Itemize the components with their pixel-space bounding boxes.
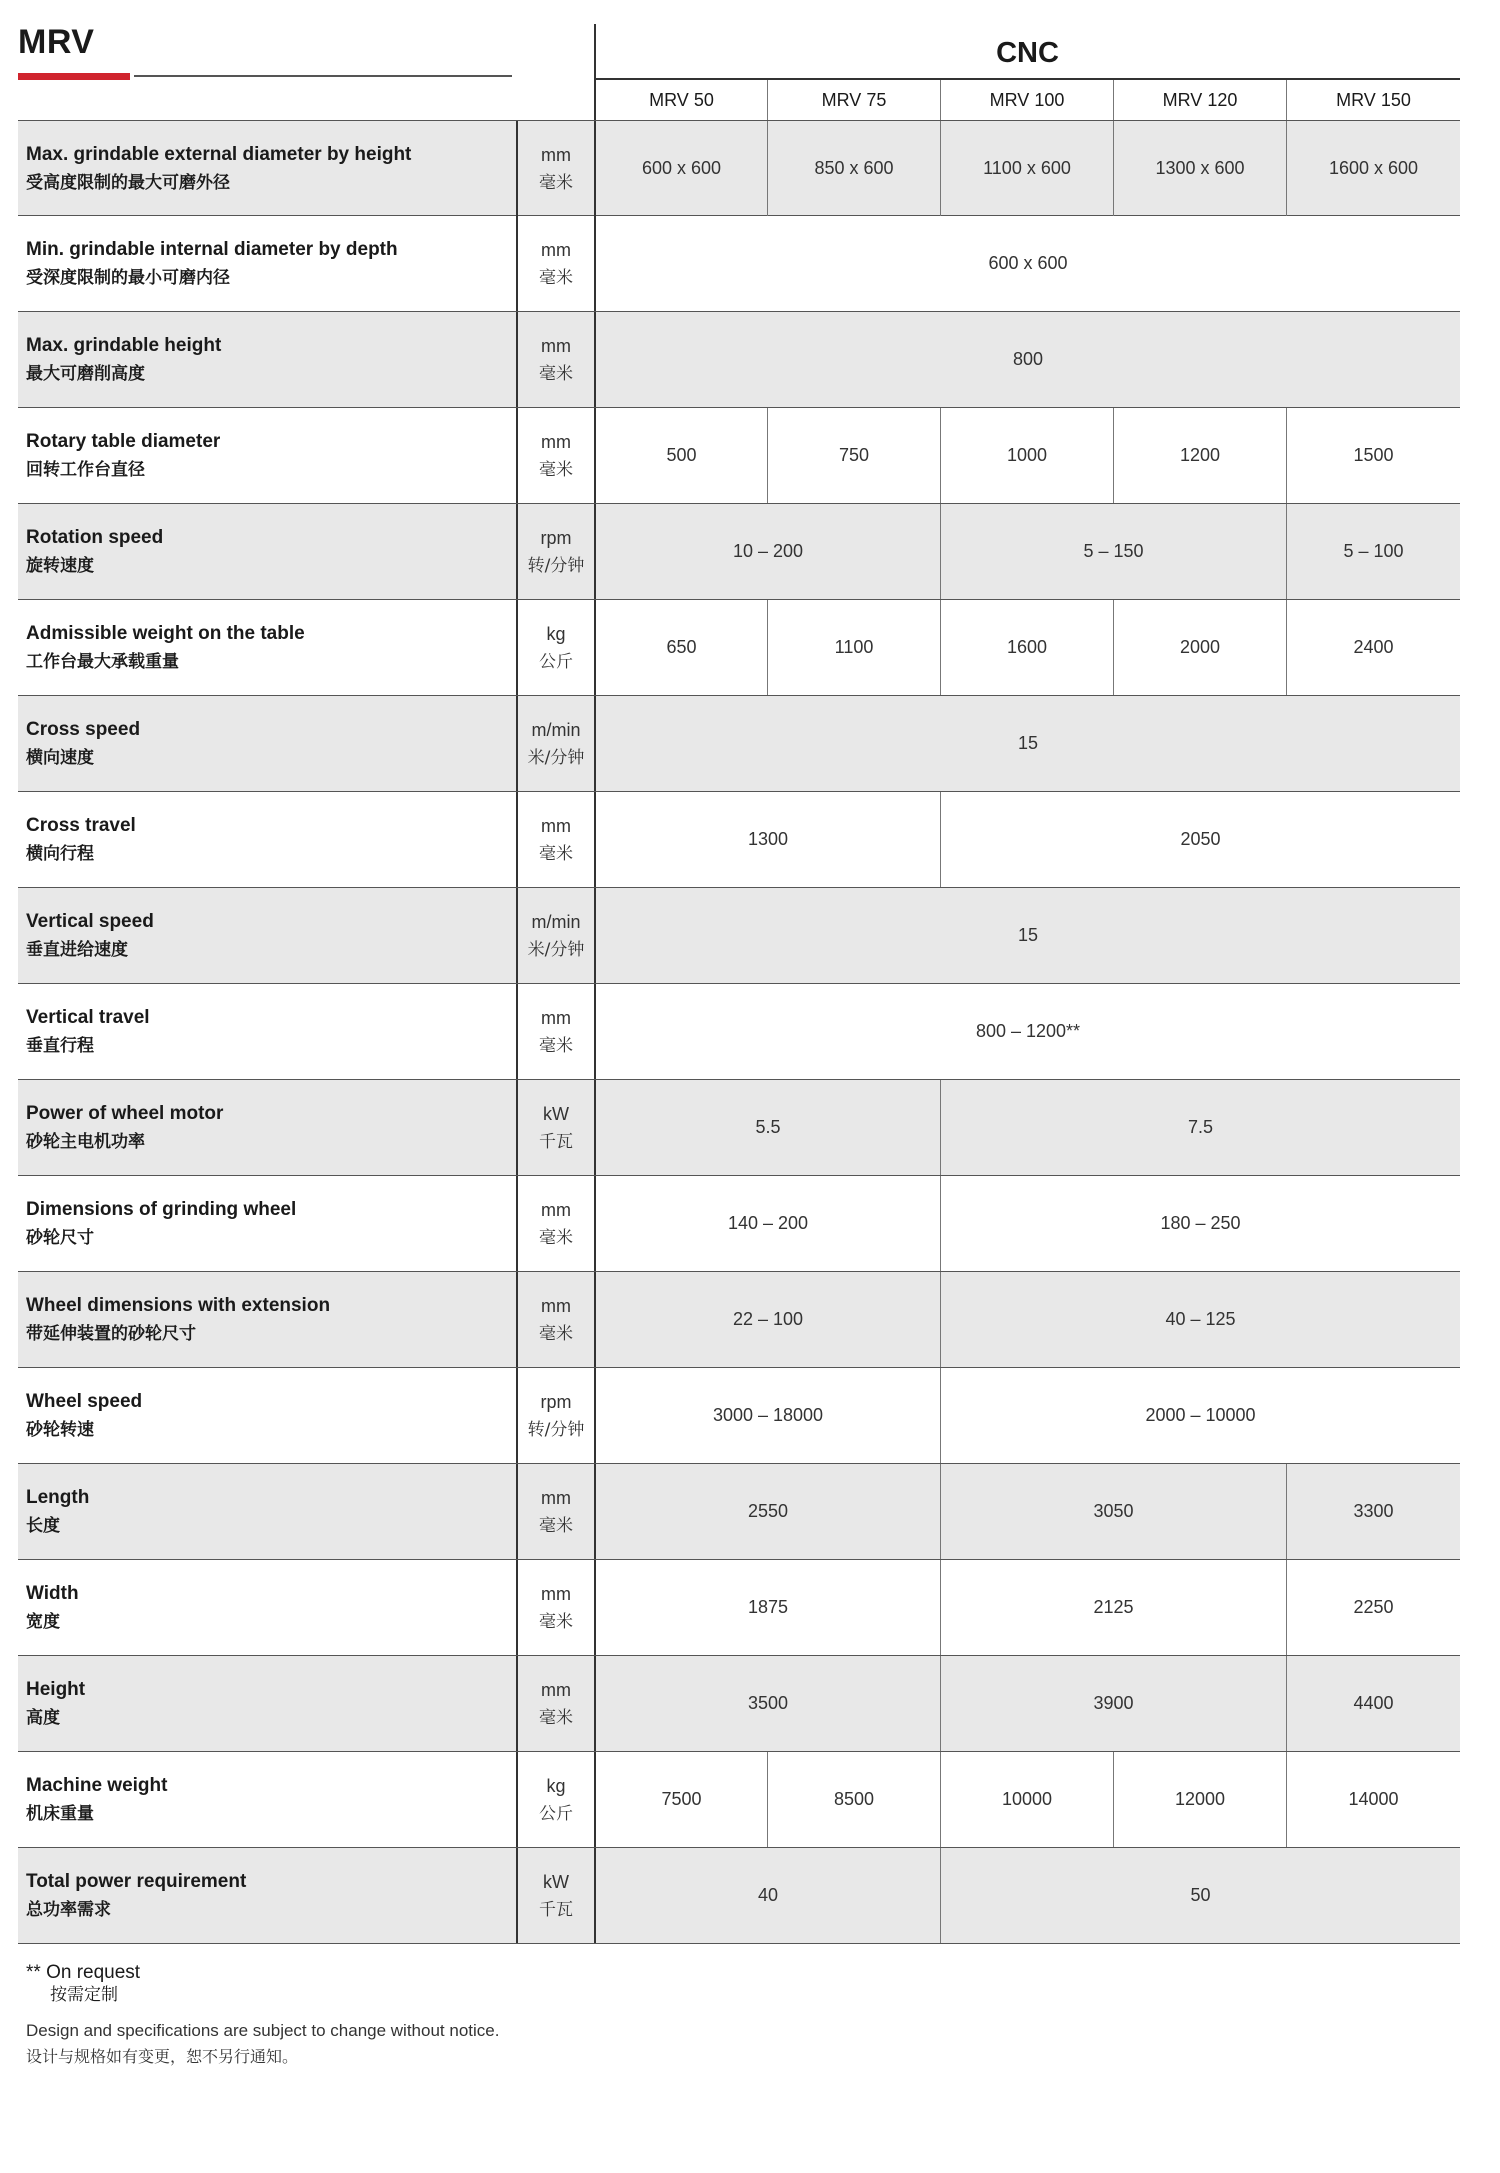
spec-values <box>596 1560 1460 1655</box>
spec-label-en: Machine weight <box>26 1775 168 1796</box>
spec-value-cell: 5 – 150 <box>941 504 1287 599</box>
spec-row <box>18 600 1460 696</box>
spec-unit-en: mm <box>541 1008 571 1028</box>
spec-unit-zh: 公斤 <box>539 652 573 672</box>
spec-label-zh: 长度 <box>26 1516 60 1536</box>
spec-label <box>26 1580 516 1636</box>
spec-label-zh: 带延伸装置的砂轮尺寸 <box>26 1324 196 1344</box>
spec-unit-en: mm <box>541 1296 571 1316</box>
spec-label-en: Rotation speed <box>26 527 164 548</box>
spec-unit-en: kW <box>543 1872 569 1892</box>
spec-value-cell: 140 – 200 <box>596 1176 941 1271</box>
spec-label-en: Rotary table diameter <box>26 431 221 452</box>
spec-label-zh: 宽度 <box>26 1612 60 1632</box>
spec-label-zh: 高度 <box>26 1708 60 1728</box>
spec-row <box>18 696 1460 792</box>
spec-label-zh: 砂轮尺寸 <box>26 1228 94 1248</box>
spec-value-cell: 3500 <box>596 1656 941 1751</box>
spec-value-cell: 180 – 250 <box>1160 1213 1241 1233</box>
spec-values <box>596 600 1460 695</box>
spec-unit <box>516 1176 596 1271</box>
spec-value-cell: 1100 <box>768 600 941 695</box>
spec-unit <box>516 1272 596 1367</box>
spec-label <box>26 1100 516 1156</box>
spec-value-cell: 5.5 <box>596 1080 941 1175</box>
spec-value-cell: 2400 <box>1353 637 1394 657</box>
spec-values <box>596 216 1460 311</box>
spec-value-cell: 1600 x 600 <box>1328 158 1419 178</box>
spec-label <box>26 428 516 484</box>
spec-label-zh: 受高度限制的最大可磨外径 <box>26 173 230 193</box>
spec-unit-en: kg <box>546 1776 566 1796</box>
spec-value-cell: 15 <box>1017 925 1039 945</box>
spec-unit-en: mm <box>541 432 571 452</box>
spec-unit-zh: 毫米 <box>539 844 573 864</box>
spec-unit-en: m/min <box>531 912 581 932</box>
brand-accent-rule <box>18 73 130 80</box>
spec-label <box>26 716 516 772</box>
spec-label-en: Total power requirement <box>26 1871 247 1892</box>
spec-label <box>26 1292 516 1348</box>
spec-label-zh: 机床重量 <box>26 1804 94 1824</box>
spec-unit <box>516 1368 596 1463</box>
spec-unit <box>516 1080 596 1175</box>
spec-unit-zh: 毫米 <box>539 1516 573 1536</box>
spec-unit-zh: 公斤 <box>539 1804 573 1824</box>
spec-values <box>596 121 1460 216</box>
spec-values <box>596 888 1460 983</box>
spec-value-cell: 7500 <box>596 1752 768 1847</box>
spec-unit <box>516 1560 596 1655</box>
spec-label <box>26 620 516 676</box>
spec-unit-zh: 毫米 <box>539 460 573 480</box>
spec-unit-zh: 转/分钟 <box>527 1420 585 1440</box>
spec-label <box>26 332 516 388</box>
spec-row <box>18 1464 1460 1560</box>
spec-value-cell: 40 – 125 <box>1165 1309 1236 1329</box>
spec-unit <box>516 504 596 599</box>
spec-value-cell: 10000 <box>941 1752 1114 1847</box>
spec-label <box>26 1868 516 1924</box>
spec-label <box>26 1196 516 1252</box>
spec-unit-en: mm <box>541 240 571 260</box>
spec-unit-zh: 米/分钟 <box>527 748 585 768</box>
spec-row <box>18 408 1460 504</box>
model-header: MRV 150 <box>1336 90 1411 110</box>
spec-value-cell: 14000 <box>1348 1789 1399 1809</box>
spec-label <box>26 812 516 868</box>
spec-value-cell: 2550 <box>596 1464 941 1559</box>
spec-row <box>18 984 1460 1080</box>
spec-values <box>596 792 1460 887</box>
spec-row <box>18 1368 1460 1464</box>
spec-value-cell: 12000 <box>1114 1752 1287 1847</box>
spec-label <box>26 1004 516 1060</box>
spec-unit-zh: 转/分钟 <box>527 556 585 576</box>
spec-values <box>596 1080 1460 1175</box>
spec-value-cell: 1100 x 600 <box>941 121 1114 216</box>
spec-label-zh: 旋转速度 <box>26 556 94 576</box>
spec-unit-zh: 毫米 <box>539 1036 573 1056</box>
spec-label <box>26 1676 516 1732</box>
spec-value-cell: 22 – 100 <box>596 1272 941 1367</box>
spec-unit-zh: 毫米 <box>539 173 573 193</box>
spec-label-en: Max. grindable height <box>26 335 222 356</box>
footnote-text: ** On request <box>26 1962 141 1983</box>
spec-unit-zh: 毫米 <box>539 364 573 384</box>
spec-unit-zh: 毫米 <box>539 1708 573 1728</box>
spec-value-cell: 600 x 600 <box>988 253 1068 273</box>
spec-value-cell: 2000 <box>1114 600 1287 695</box>
spec-value-cell: 2000 – 10000 <box>1145 1405 1256 1425</box>
spec-unit-zh: 米/分钟 <box>527 940 585 960</box>
spec-value-cell: 15 <box>1017 733 1039 753</box>
model-header: MRV 50 <box>596 80 768 120</box>
spec-label-en: Min. grindable internal diameter by depth <box>26 239 398 260</box>
spec-label-en: Power of wheel motor <box>26 1103 224 1124</box>
spec-value-cell: 2125 <box>941 1560 1287 1655</box>
spec-values <box>596 696 1460 791</box>
spec-row <box>18 1272 1460 1368</box>
spec-value-cell: 850 x 600 <box>768 121 941 216</box>
spec-row <box>18 1656 1460 1752</box>
spec-value-cell: 2050 <box>1180 829 1221 849</box>
spec-value-cell: 2250 <box>1353 1597 1394 1617</box>
spec-unit <box>516 312 596 407</box>
spec-value-cell: 10 – 200 <box>596 504 941 599</box>
group-label-cnc: CNC <box>996 37 1059 69</box>
spec-value-cell: 3900 <box>941 1656 1287 1751</box>
spec-value-cell: 1300 x 600 <box>1114 121 1287 216</box>
spec-label-en: Admissible weight on the table <box>26 623 305 644</box>
spec-value-cell: 8500 <box>768 1752 941 1847</box>
spec-unit-en: mm <box>541 1680 571 1700</box>
spec-label-zh: 最大可磨削高度 <box>26 364 145 384</box>
spec-unit <box>516 216 596 311</box>
spec-unit <box>516 792 596 887</box>
spec-unit <box>516 1848 596 1943</box>
spec-unit <box>516 696 596 791</box>
spec-label-zh: 横向行程 <box>26 844 94 864</box>
spec-value-cell: 3000 – 18000 <box>596 1368 941 1463</box>
spec-row <box>18 1848 1460 1944</box>
spec-values <box>596 312 1460 407</box>
spec-value-cell: 3300 <box>1353 1501 1394 1521</box>
spec-unit-zh: 毫米 <box>539 268 573 288</box>
spec-value-cell: 650 <box>596 600 768 695</box>
spec-values <box>596 1176 1460 1271</box>
spec-label <box>26 141 516 197</box>
spec-label-zh: 工作台最大承载重量 <box>26 652 179 672</box>
spec-value-cell: 1300 <box>596 792 941 887</box>
spec-unit-en: kg <box>546 624 566 644</box>
spec-value-cell: 1600 <box>941 600 1114 695</box>
model-header: MRV 120 <box>1114 80 1287 120</box>
spec-unit-zh: 千瓦 <box>539 1132 573 1152</box>
disclaimer-text-zh: 设计与规格如有变更，恕不另行通知。 <box>26 2047 299 2066</box>
spec-unit-zh: 毫米 <box>539 1324 573 1344</box>
spec-unit-en: m/min <box>531 720 581 740</box>
spec-label-zh: 横向速度 <box>26 748 94 768</box>
spec-label-zh: 回转工作台直径 <box>26 460 145 480</box>
spec-value-cell: 800 <box>1012 349 1044 369</box>
spec-unit-en: mm <box>541 1488 571 1508</box>
spec-unit-en: mm <box>541 1584 571 1604</box>
spec-unit-en: mm <box>541 145 571 165</box>
spec-row <box>18 216 1460 312</box>
spec-unit <box>516 1656 596 1751</box>
spec-value-cell: 50 <box>1190 1885 1211 1905</box>
spec-values <box>596 1752 1460 1847</box>
spec-value-cell: 40 <box>596 1848 941 1943</box>
spec-label <box>26 236 516 292</box>
footnote <box>26 1962 140 2006</box>
spec-label <box>26 524 516 580</box>
spec-unit-en: mm <box>541 816 571 836</box>
spec-label-zh: 砂轮主电机功率 <box>26 1132 145 1152</box>
spec-row <box>18 888 1460 984</box>
spec-label-zh: 总功率需求 <box>26 1900 111 1920</box>
spec-row <box>18 312 1460 408</box>
spec-value-cell: 5 – 100 <box>1343 541 1404 561</box>
spec-values <box>596 1272 1460 1367</box>
spec-row <box>18 1752 1460 1848</box>
spec-values <box>596 1464 1460 1559</box>
spec-label-en: Vertical speed <box>26 911 154 932</box>
spec-label-zh: 砂轮转速 <box>26 1420 94 1440</box>
spec-row <box>18 792 1460 888</box>
spec-values <box>596 984 1460 1079</box>
disclaimer <box>26 2018 499 2070</box>
spec-values <box>596 504 1460 599</box>
spec-label-en: Dimensions of grinding wheel <box>26 1199 297 1220</box>
spec-unit-zh: 毫米 <box>539 1228 573 1248</box>
spec-values <box>596 1368 1460 1463</box>
spec-unit-en: mm <box>541 1200 571 1220</box>
spec-label-en: Wheel speed <box>26 1391 143 1412</box>
spec-label-en: Height <box>26 1679 86 1700</box>
spec-row <box>18 1176 1460 1272</box>
spec-unit-zh: 毫米 <box>539 1612 573 1632</box>
spec-label-en: Length <box>26 1487 90 1508</box>
spec-row <box>18 504 1460 600</box>
spec-values <box>596 1848 1460 1943</box>
spec-label-en: Max. grindable external diameter by height <box>26 144 412 165</box>
model-header: MRV 75 <box>768 80 941 120</box>
brand-title: MRV <box>18 23 95 61</box>
spec-values <box>596 1656 1460 1751</box>
spec-label-zh: 垂直行程 <box>26 1036 94 1056</box>
spec-value-cell: 1200 <box>1114 408 1287 503</box>
spec-unit-zh: 千瓦 <box>539 1900 573 1920</box>
spec-unit-en: mm <box>541 336 571 356</box>
spec-row <box>18 120 1460 216</box>
spec-values <box>596 408 1460 503</box>
spec-value-cell: 800 – 1200** <box>975 1021 1081 1041</box>
spec-label-en: Vertical travel <box>26 1007 150 1028</box>
spec-row <box>18 1560 1460 1656</box>
spec-label <box>26 908 516 964</box>
spec-label-en: Cross travel <box>26 815 136 836</box>
spec-label-zh: 受深度限制的最小可磨内径 <box>26 268 230 288</box>
spec-unit <box>516 888 596 983</box>
spec-value-cell: 750 <box>768 408 941 503</box>
spec-label-en: Cross speed <box>26 719 141 740</box>
spec-unit <box>516 1464 596 1559</box>
spec-label <box>26 1772 516 1828</box>
spec-value-cell: 3050 <box>941 1464 1287 1559</box>
brand-divider-rule <box>134 75 512 77</box>
spec-value-cell: 7.5 <box>1187 1117 1214 1137</box>
spec-label <box>26 1484 516 1540</box>
spec-label-en: Wheel dimensions with extension <box>26 1295 331 1316</box>
spec-value-cell: 500 <box>596 408 768 503</box>
spec-value-cell: 1500 <box>1353 445 1394 465</box>
spec-row <box>18 1080 1460 1176</box>
spec-unit-en: rpm <box>540 528 572 548</box>
spec-value-cell: 1000 <box>941 408 1114 503</box>
footnote-text-zh: 按需定制 <box>50 1985 118 2005</box>
spec-label <box>26 1388 516 1444</box>
disclaimer-text: Design and specifications are subject to change without notice. <box>26 2021 500 2040</box>
spec-value-cell: 600 x 600 <box>596 121 768 216</box>
spec-unit <box>516 408 596 503</box>
model-header: MRV 100 <box>941 80 1114 120</box>
spec-label-en: Width <box>26 1583 79 1604</box>
spec-value-cell: 1875 <box>596 1560 941 1655</box>
spec-unit <box>516 1752 596 1847</box>
spec-unit-en: rpm <box>540 1392 572 1412</box>
spec-value-cell: 4400 <box>1353 1693 1394 1713</box>
spec-unit <box>516 600 596 695</box>
spec-label-zh: 垂直进给速度 <box>26 940 128 960</box>
spec-unit <box>516 984 596 1079</box>
spec-unit <box>516 121 596 216</box>
spec-unit-en: kW <box>543 1104 569 1124</box>
